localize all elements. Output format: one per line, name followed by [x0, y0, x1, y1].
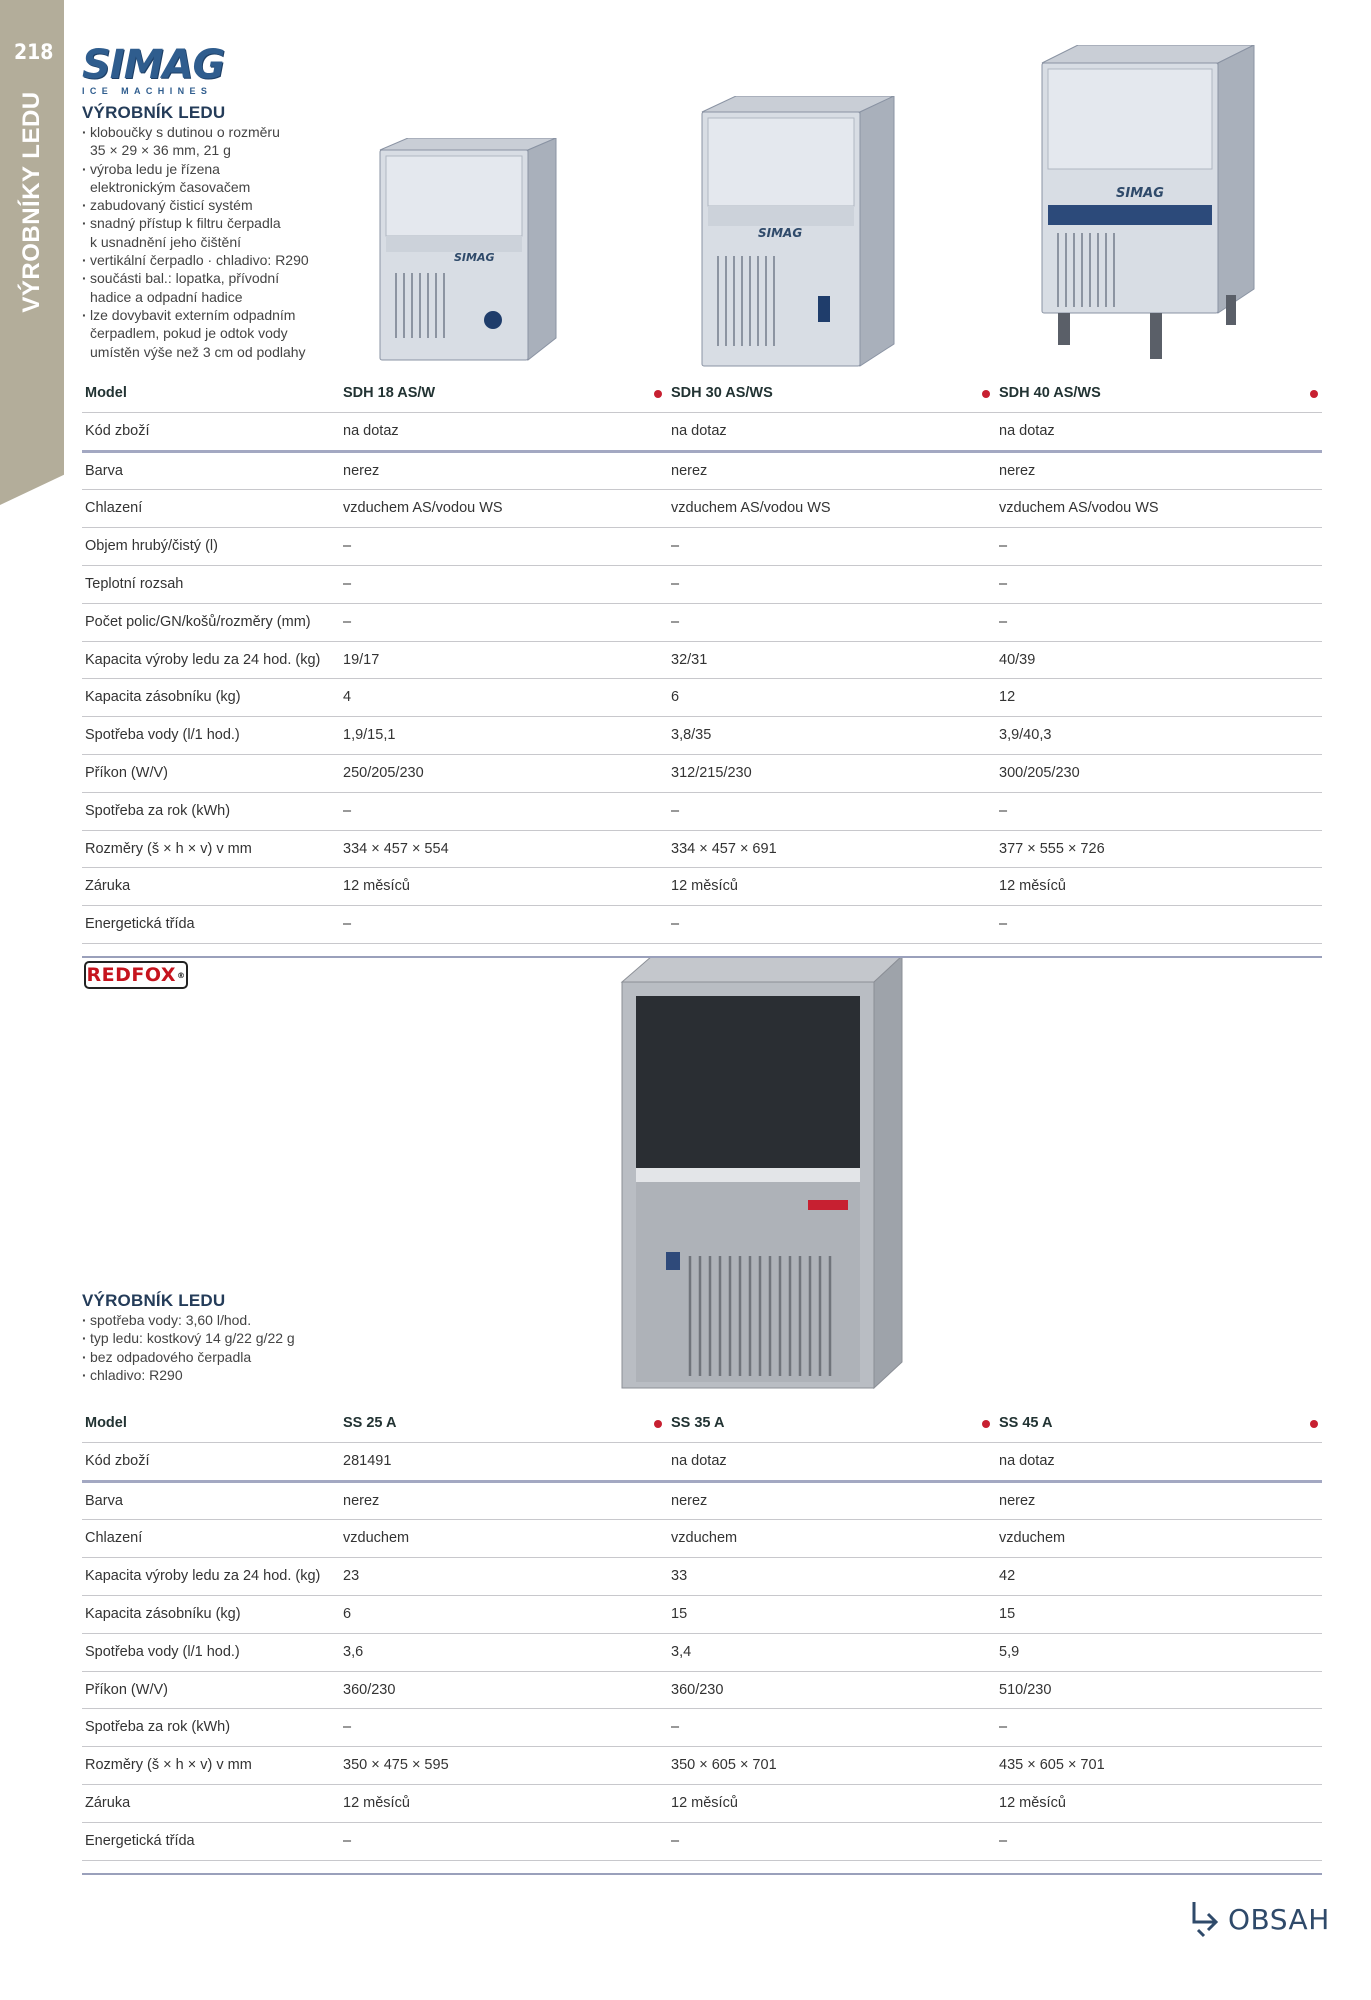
section2-bullets: [82, 1311, 295, 1384]
section1-title: VÝROBNÍK LEDU: [82, 103, 226, 122]
section2-description: [82, 1291, 295, 1384]
table-cell: 1,9/15,1: [343, 727, 396, 744]
table-cell: 42: [999, 1568, 1016, 1585]
table-cell: –: [671, 613, 680, 630]
table-cell: 15: [999, 1605, 1016, 1622]
row-label: Záruka: [85, 878, 131, 895]
table-cell: 6: [671, 689, 680, 706]
table-cell: nerez: [343, 1492, 380, 1509]
table-cell: –: [671, 916, 680, 933]
table-cell: nerez: [671, 1492, 708, 1509]
table-cell: nerez: [343, 462, 380, 479]
row-label: Energetická třída: [85, 916, 195, 933]
row-label: Kód zboží: [85, 1452, 150, 1469]
availability-dot: [654, 1420, 662, 1428]
table-row: [82, 528, 1322, 566]
table-cell: 33: [671, 1568, 688, 1585]
table-row: [82, 1785, 1322, 1823]
table-cell: –: [999, 613, 1008, 630]
row-label: Příkon (W/V): [85, 764, 168, 781]
table-cell: nerez: [999, 1492, 1036, 1509]
table-row: [82, 1483, 1322, 1521]
obsah-link[interactable]: [1188, 1900, 1330, 1938]
table-cell: –: [343, 916, 352, 933]
row-label: Rozměry (š × h × v) v mm: [85, 840, 252, 857]
section2-title: VÝROBNÍK LEDU: [82, 1291, 226, 1310]
product-image-sdh18: [378, 138, 558, 371]
table-row: [82, 1709, 1322, 1747]
product-image-sdh40: [1040, 45, 1256, 368]
table-cell: nerez: [671, 462, 708, 479]
table-cell: SS 25 A: [343, 1415, 397, 1431]
table-row: [82, 1672, 1322, 1710]
availability-dot: [1310, 1420, 1318, 1428]
table-cell: 12 měsíců: [999, 878, 1066, 895]
bullet-item: · snadný přístup k filtru čerpadla k usnadnění jeho čištění: [82, 214, 309, 251]
row-label: Spotřeba vody (l/1 hod.): [85, 727, 240, 744]
row-label: Kapacita zásobníku (kg): [85, 1605, 241, 1622]
table-cell: 40/39: [999, 651, 1036, 668]
table-row: [82, 793, 1322, 831]
section1-bullets: [82, 123, 309, 361]
table-cell: 6: [343, 1605, 352, 1622]
table-cell: –: [343, 538, 352, 555]
table-cell: na dotaz: [999, 422, 1055, 439]
table-cell: –: [671, 575, 680, 592]
table-cell: na dotaz: [671, 422, 727, 439]
table-cell: –: [999, 575, 1008, 592]
table-cell: –: [999, 916, 1008, 933]
obsah-label: OBSAH: [1228, 1902, 1330, 1936]
row-label: Rozměry (š × h × v) v mm: [85, 1757, 252, 1774]
table-cell: 360/230: [343, 1681, 396, 1698]
table-row: [82, 1443, 1322, 1483]
simag-logo-subtitle: ICE MACHINES: [82, 86, 213, 96]
row-label: Energetická třída: [85, 1832, 195, 1849]
row-label: Záruka: [85, 1794, 131, 1811]
table-cell: –: [671, 1832, 680, 1849]
table-header-row: [82, 375, 1322, 413]
table-cell: 23: [343, 1568, 360, 1585]
table-cell: 12 měsíců: [343, 878, 410, 895]
table-cell: –: [343, 575, 352, 592]
return-arrow-icon: [1188, 1900, 1224, 1938]
row-label: Spotřeba za rok (kWh): [85, 802, 231, 819]
table-row: [82, 679, 1322, 717]
table-cell: vzduchem: [343, 1530, 410, 1547]
bullet-item: · lze dovybavit externím odpadním čerpadlem, pokud je odtok vody umístěn výše než 3 cm od podlahy: [82, 306, 309, 361]
table-cell: na dotaz: [671, 1452, 727, 1469]
bullet-item: · typ ledu: kostkový 14 g/22 g/22 g: [82, 1329, 295, 1347]
availability-dot: [982, 1420, 990, 1428]
table-cell: –: [343, 802, 352, 819]
row-label: Objem hrubý/čistý (l): [85, 538, 218, 555]
bullet-item: · chladivo: R290: [82, 1366, 295, 1384]
bullet-item: · výroba ledu je řízena elektronickým časovačem: [82, 160, 309, 197]
bullet-item: · zabudovaný čisticí systém: [82, 196, 309, 214]
row-label: Chlazení: [85, 1530, 143, 1547]
row-label: Model: [85, 1415, 127, 1431]
spec-table-simag: [82, 375, 1322, 944]
table-row: [82, 717, 1322, 755]
table-cell: SDH 30 AS/WS: [671, 385, 773, 401]
section-label: VÝROBNÍKY LEDU: [18, 91, 45, 313]
table-cell: 350 × 475 × 595: [343, 1757, 449, 1774]
bullet-item: · bez odpadového čerpadla: [82, 1348, 295, 1366]
table-cell: 360/230: [671, 1681, 724, 1698]
table-cell: SS 45 A: [999, 1415, 1053, 1431]
bullet-item: · spotřeba vody: 3,60 l/hod.: [82, 1311, 295, 1329]
table-cell: 12 měsíců: [671, 1794, 738, 1811]
table-cell: –: [999, 802, 1008, 819]
product-image-ss: [618, 956, 904, 1399]
table-cell: 12 měsíců: [999, 1794, 1066, 1811]
page-number: 218: [14, 40, 54, 64]
table-cell: 435 × 605 × 701: [999, 1757, 1105, 1774]
table-cell: 3,9/40,3: [999, 727, 1052, 744]
redfox-logo-text: REDFOX: [86, 964, 176, 986]
table-row: [82, 1520, 1322, 1558]
table-cell: –: [671, 1719, 680, 1736]
bullet-item: · kloboučky s dutinou o rozměru 35 × 29 × 36 mm, 21 g: [82, 123, 309, 160]
row-label: Barva: [85, 462, 123, 479]
availability-dot: [982, 390, 990, 398]
table-cell: 12: [999, 689, 1016, 706]
table-cell: 4: [343, 689, 352, 706]
row-label: Kapacita výroby ledu za 24 hod. (kg): [85, 651, 321, 668]
table-row: [82, 1747, 1322, 1785]
table-cell: na dotaz: [343, 422, 399, 439]
table-cell: na dotaz: [999, 1452, 1055, 1469]
table-cell: –: [999, 1719, 1008, 1736]
row-label: Počet polic/GN/košů/rozměry (mm): [85, 613, 311, 630]
table-cell: nerez: [999, 462, 1036, 479]
row-label: Teplotní rozsah: [85, 575, 184, 592]
table-cell: –: [671, 802, 680, 819]
table-row: [82, 1823, 1322, 1861]
row-label: Kód zboží: [85, 422, 150, 439]
availability-dot: [1310, 390, 1318, 398]
table-cell: 19/17: [343, 651, 380, 668]
simag-logo: [82, 42, 225, 96]
row-label: Spotřeba vody (l/1 hod.): [85, 1643, 240, 1660]
svg-text:SIMAG: SIMAG: [1116, 186, 1164, 201]
svg-text:SIMAG: SIMAG: [758, 226, 803, 240]
table-row: [82, 906, 1322, 944]
table-cell: 281491: [343, 1452, 392, 1469]
table-cell: –: [671, 538, 680, 555]
product-image-sdh30: [700, 96, 896, 373]
availability-dot: [654, 390, 662, 398]
table-cell: vzduchem AS/vodou WS: [999, 500, 1159, 517]
table-cell: vzduchem AS/vodou WS: [343, 500, 503, 517]
table-cell: –: [343, 1719, 352, 1736]
row-label: Barva: [85, 1492, 123, 1509]
row-label: Model: [85, 385, 127, 401]
table-row: [82, 755, 1322, 793]
table-cell: 12 měsíců: [671, 878, 738, 895]
table-cell: 15: [671, 1605, 688, 1622]
table-row: [82, 566, 1322, 604]
bullet-item: · součásti bal.: lopatka, přívodní hadice a odpadní hadice: [82, 269, 309, 306]
row-label: Spotřeba za rok (kWh): [85, 1719, 231, 1736]
table-cell: SDH 40 AS/WS: [999, 385, 1101, 401]
table-cell: 3,4: [671, 1643, 692, 1660]
row-label: Příkon (W/V): [85, 1681, 168, 1698]
table-cell: 334 × 457 × 554: [343, 840, 449, 857]
table-cell: 3,8/35: [671, 727, 712, 744]
table-cell: 377 × 555 × 726: [999, 840, 1105, 857]
redfox-logo: REDFOX ®: [84, 961, 188, 989]
table-cell: SS 35 A: [671, 1415, 725, 1431]
table-cell: –: [343, 1832, 352, 1849]
table-cell: 312/215/230: [671, 764, 752, 781]
table-cell: 510/230: [999, 1681, 1052, 1698]
table-row: [82, 1596, 1322, 1634]
table-cell: 3,6: [343, 1643, 364, 1660]
section1-description: [82, 103, 309, 361]
table-cell: vzduchem AS/vodou WS: [671, 500, 831, 517]
row-label: Chlazení: [85, 500, 143, 517]
table-cell: –: [999, 538, 1008, 555]
table-cell: 32/31: [671, 651, 708, 668]
table-end-rule: [82, 956, 1322, 958]
table-cell: 334 × 457 × 691: [671, 840, 777, 857]
bullet-item: · vertikální čerpadlo · chladivo: R290: [82, 251, 309, 269]
table-cell: –: [343, 613, 352, 630]
table-cell: –: [999, 1832, 1008, 1849]
table-cell: vzduchem: [999, 1530, 1066, 1547]
simag-logo-text: SIMAG: [82, 42, 225, 88]
table-row: [82, 868, 1322, 906]
table-cell: 5,9: [999, 1643, 1020, 1660]
table-row: [82, 642, 1322, 680]
table-cell: 350 × 605 × 701: [671, 1757, 777, 1774]
table-header-row: [82, 1405, 1322, 1443]
table-cell: 250/205/230: [343, 764, 424, 781]
table-row: [82, 831, 1322, 869]
table-end-rule: [82, 1873, 1322, 1875]
svg-text:SIMAG: SIMAG: [454, 251, 495, 264]
table-cell: SDH 18 AS/W: [343, 385, 436, 401]
table-row: [82, 490, 1322, 528]
table-row: [82, 1634, 1322, 1672]
table-row: [82, 453, 1322, 491]
row-label: Kapacita výroby ledu za 24 hod. (kg): [85, 1568, 321, 1585]
spec-table-redfox: [82, 1405, 1322, 1861]
table-cell: 300/205/230: [999, 764, 1080, 781]
table-row: [82, 413, 1322, 453]
table-row: [82, 1558, 1322, 1596]
table-cell: vzduchem: [671, 1530, 738, 1547]
table-row: [82, 604, 1322, 642]
row-label: Kapacita zásobníku (kg): [85, 689, 241, 706]
table-cell: 12 měsíců: [343, 1794, 410, 1811]
